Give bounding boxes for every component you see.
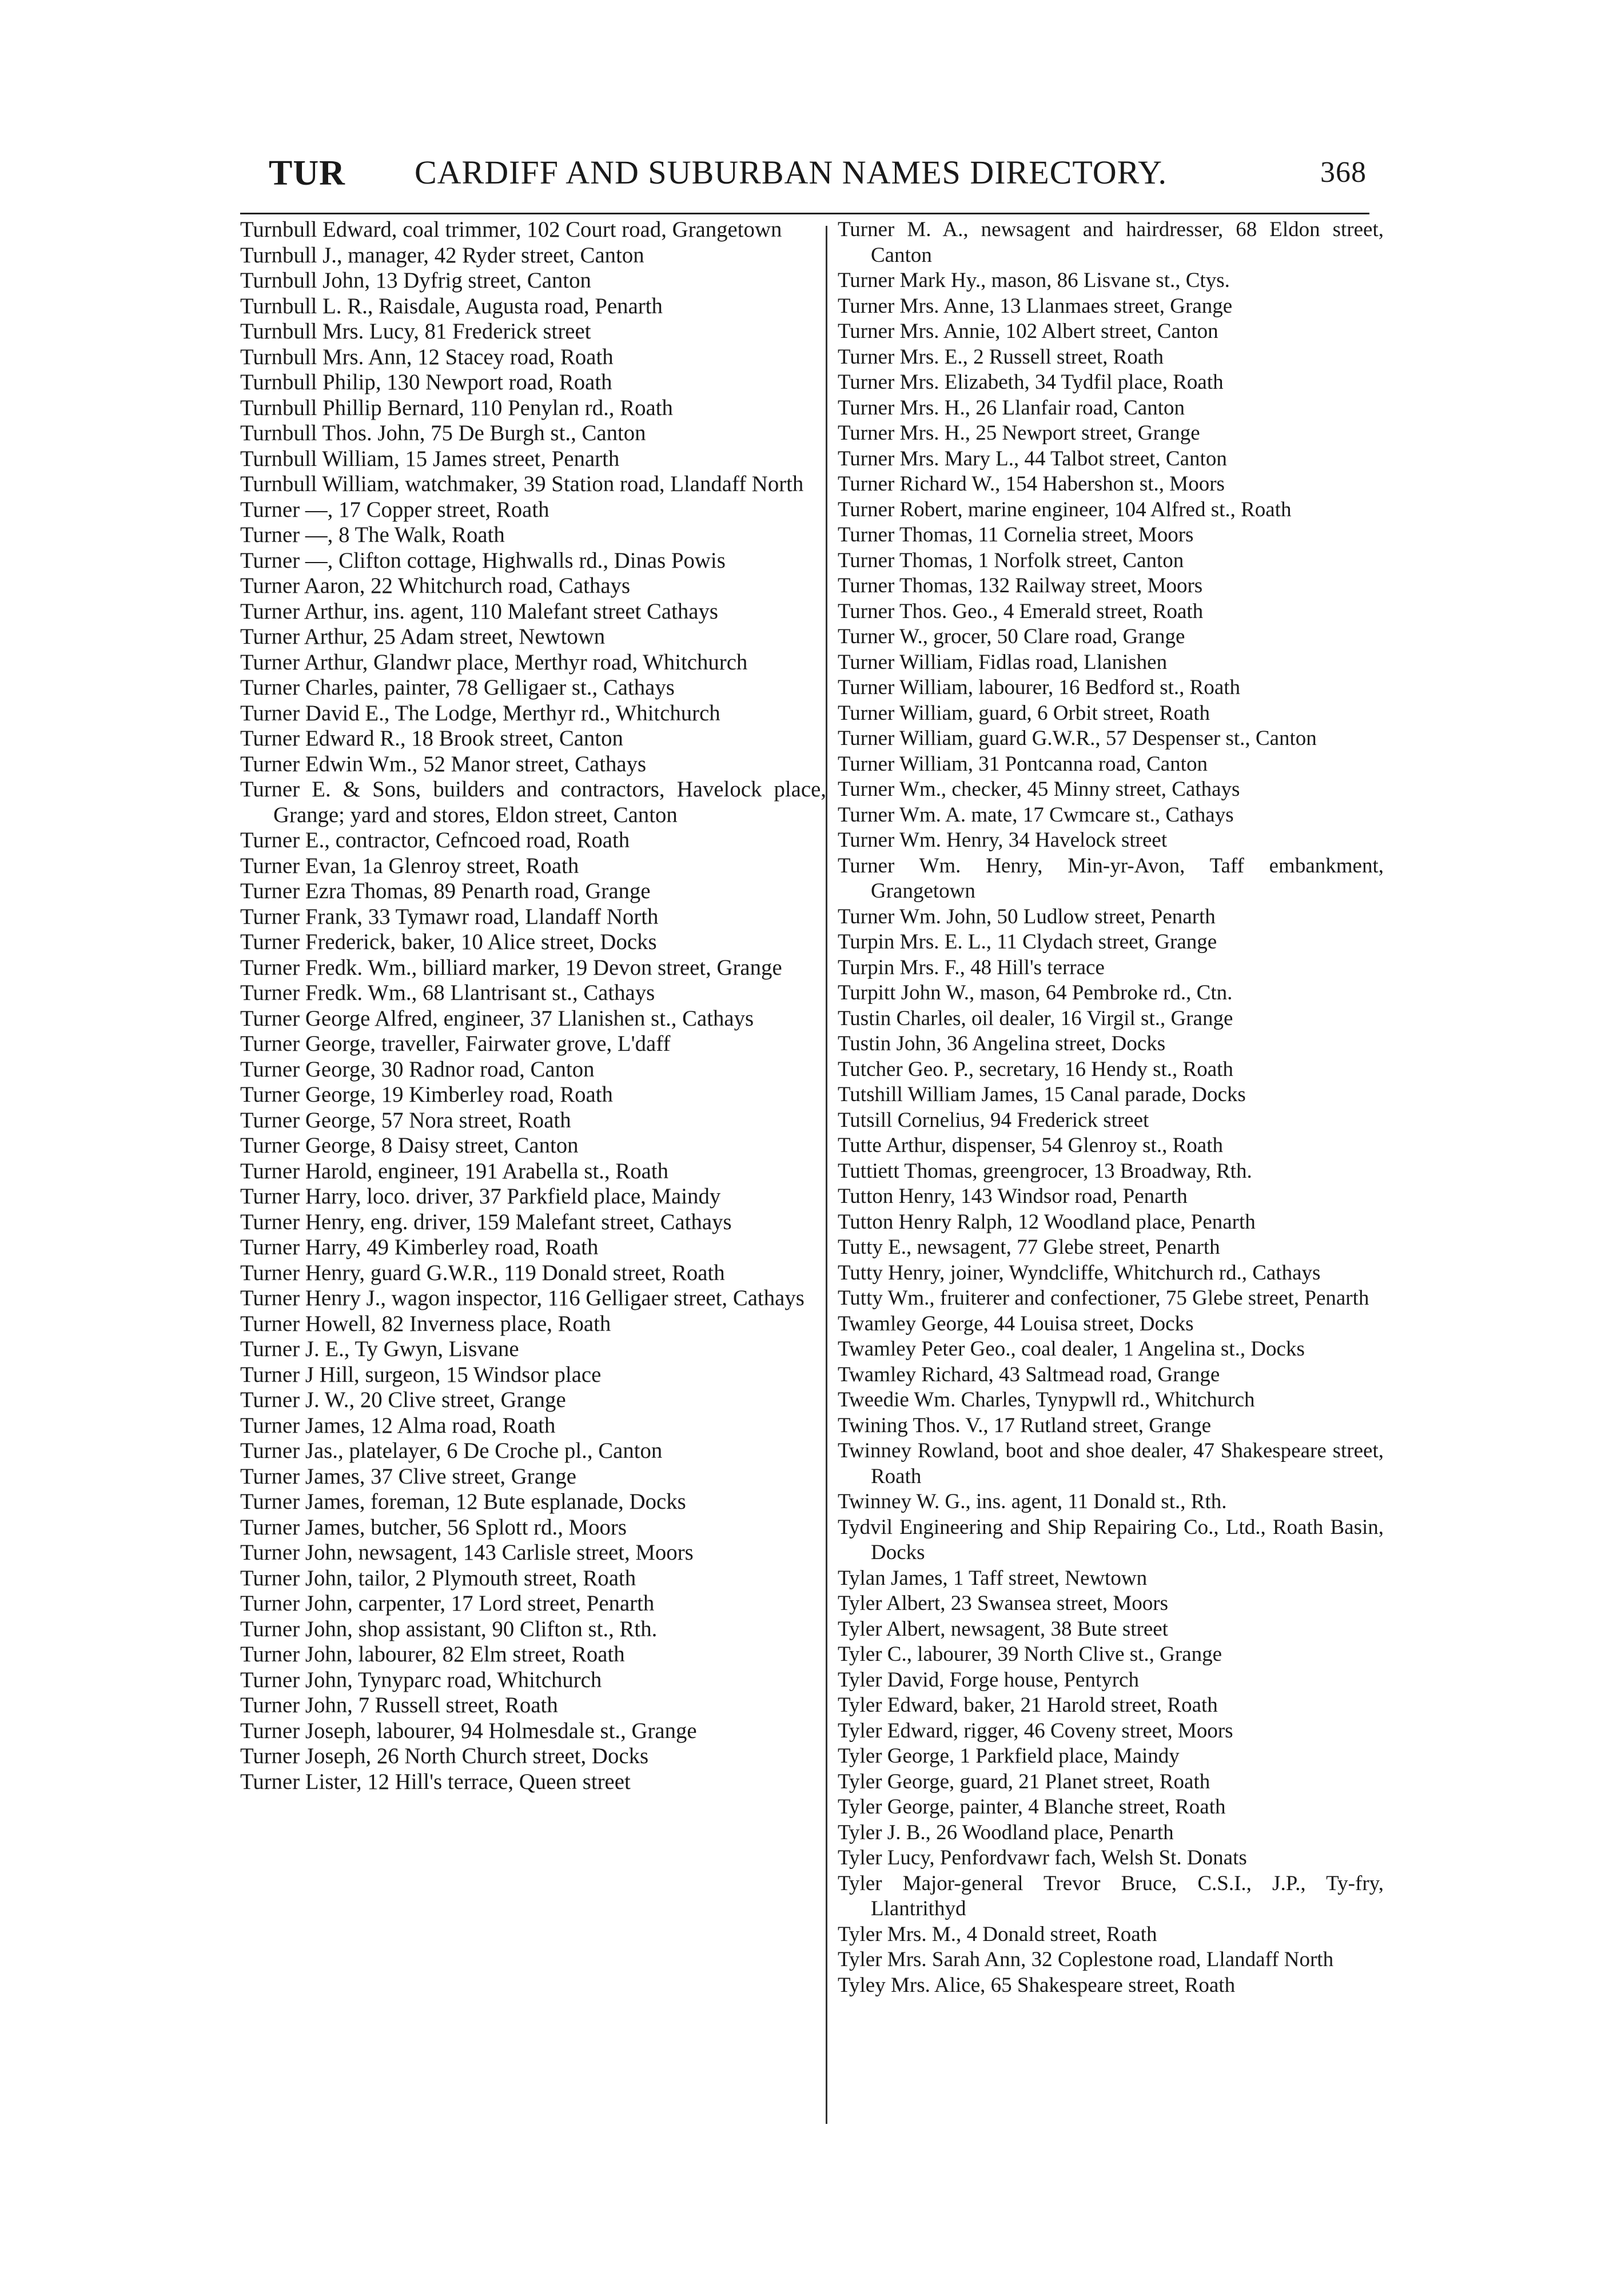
directory-entry: Tyler David, Forge house, Pentyrch bbox=[838, 1668, 1139, 1692]
directory-entry: Turpin Mrs. F., 48 Hill's terrace bbox=[838, 955, 1105, 979]
directory-entry: Tweedie Wm. Charles, Tynypwll rd., Whitchurch bbox=[838, 1388, 1255, 1412]
directory-entry: Turner John, newsagent, 143 Carlisle street, Moors bbox=[240, 1540, 694, 1565]
directory-entry: Turner Aaron, 22 Whitchurch road, Cathays bbox=[240, 573, 631, 598]
directory-entry: Tutty Henry, joiner, Wyndcliffe, Whitchurch rd., Cathays bbox=[838, 1261, 1321, 1285]
page-number: 368 bbox=[1320, 156, 1367, 189]
directory-entry: Turner George, 30 Radnor road, Canton bbox=[240, 1057, 595, 1082]
directory-entry: Turner Evan, 1a Glenroy street, Roath bbox=[240, 853, 579, 878]
directory-entry: Tyler Albert, 23 Swansea street, Moors bbox=[838, 1592, 1168, 1615]
directory-entry: Turnbull Thos. John, 75 De Burgh st., Canton bbox=[240, 421, 646, 445]
directory-entry: Tyler Mrs. M., 4 Donald street, Roath bbox=[838, 1922, 1157, 1946]
directory-entry: Twinney W. G., ins. agent, 11 Donald st., Rth. bbox=[838, 1490, 1227, 1513]
directory-entry: Turner Henry, guard G.W.R., 119 Donald street, Roath bbox=[240, 1260, 725, 1285]
directory-entry: Turner Wm. Henry, 34 Havelock street bbox=[838, 828, 1168, 852]
section-code: TUR bbox=[269, 154, 345, 193]
directory-entry: Turner Howell, 82 Inverness place, Roath bbox=[240, 1311, 611, 1336]
page-title: CARDIFF AND SUBURBAN NAMES DIRECTORY. bbox=[415, 154, 1167, 191]
directory-entry: Turner William, guard, 6 Orbit street, Roath bbox=[838, 701, 1210, 725]
directory-entry: Twinney Rowland, boot and shoe dealer, 47 Shakespeare street, Roath bbox=[838, 1439, 1384, 1488]
directory-entry: Turner Thomas, 11 Cornelia street, Moors bbox=[838, 523, 1194, 547]
directory-entry: Turner John, shop assistant, 90 Clifton st., Rth. bbox=[240, 1616, 658, 1641]
directory-entry: Turner Wm. John, 50 Ludlow street, Penarth bbox=[838, 904, 1216, 928]
directory-entry: Turner —, Clifton cottage, Highwalls rd., Dinas Powis bbox=[240, 548, 726, 573]
directory-entry: Tyler Edward, rigger, 46 Coveny street, Moors bbox=[838, 1719, 1233, 1743]
header-rule bbox=[240, 213, 1369, 214]
directory-entry: Turner Harry, loco. driver, 37 Parkfield place, Maindy bbox=[240, 1184, 721, 1209]
directory-entry: Tutcher Geo. P., secretary, 16 Hendy st., Roath bbox=[838, 1057, 1233, 1081]
directory-entry: Tyler Major-general Trevor Bruce, C.S.I., J.P., Ty-fry, Llantrithyd bbox=[838, 1871, 1384, 1920]
directory-entry: Turnbull J., manager, 42 Ryder street, Canton bbox=[240, 242, 644, 268]
directory-entry: Tyler C., labourer, 39 North Clive st., Grange bbox=[838, 1643, 1222, 1666]
directory-entry: Turner George, 19 Kimberley road, Roath bbox=[240, 1082, 613, 1107]
directory-entry: Turnbull Mrs. Ann, 12 Stacey road, Roath bbox=[240, 344, 614, 369]
directory-entry: Tyler Edward, baker, 21 Harold street, Roath bbox=[838, 1693, 1218, 1717]
directory-entry: Turner Harold, engineer, 191 Arabella st., Roath bbox=[240, 1158, 669, 1183]
directory-entry: Turnbull Phillip Bernard, 110 Penylan rd., Roath bbox=[240, 395, 673, 420]
directory-entry: Turner Mrs. E., 2 Russell street, Roath bbox=[838, 345, 1164, 369]
directory-entry: Turner William, Fidlas road, Llanishen bbox=[838, 650, 1168, 674]
page-header bbox=[269, 153, 1367, 199]
directory-entry: Tuttiett Thomas, greengrocer, 13 Broadway, Rth. bbox=[838, 1159, 1252, 1183]
directory-entry: Twamley Richard, 43 Saltmead road, Grange bbox=[838, 1362, 1220, 1386]
directory-entry: Turner George, traveller, Fairwater grove, L'daff bbox=[240, 1031, 671, 1056]
directory-entry: Turner —, 17 Copper street, Roath bbox=[240, 497, 549, 522]
directory-entry: Tyler Lucy, Penfordvawr fach, Welsh St. Donats bbox=[838, 1846, 1247, 1870]
directory-entry: Turnbull William, watchmaker, 39 Station road, Llandaff North bbox=[240, 472, 804, 496]
directory-entry: Turner John, tailor, 2 Plymouth street, Roath bbox=[240, 1565, 636, 1591]
directory-entry: Turner Arthur, Glandwr place, Merthyr road, Whitchurch bbox=[240, 649, 748, 675]
directory-entry: Turner Frank, 33 Tymawr road, Llandaff North bbox=[240, 904, 659, 929]
directory-entry: Turner Fredk. Wm., 68 Llantrisant st., Cathays bbox=[240, 980, 655, 1005]
directory-entry: Turner Thomas, 132 Railway street, Moors bbox=[838, 574, 1203, 597]
directory-entry: Tutsill Cornelius, 94 Frederick street bbox=[838, 1108, 1149, 1132]
right-column bbox=[838, 217, 1384, 1998]
directory-entry: Turner Thomas, 1 Norfolk street, Canton bbox=[838, 548, 1184, 572]
directory-entry: Tustin Charles, oil dealer, 16 Virgil st., Grange bbox=[838, 1006, 1233, 1030]
directory-entry: Turner Wm. Henry, Min-yr-Avon, Taff embankment, Grangetown bbox=[838, 854, 1384, 903]
directory-entry: Tyley Mrs. Alice, 65 Shakespeare street, Roath bbox=[838, 1973, 1236, 1997]
directory-entry: Turner Mrs. Elizabeth, 34 Tydfil place, Roath bbox=[838, 370, 1224, 394]
directory-entry: Turner Edward R., 18 Brook street, Canton bbox=[240, 726, 623, 751]
directory-entry: Turner James, butcher, 56 Splott rd., Moors bbox=[240, 1514, 627, 1540]
directory-entry: Turner John, labourer, 82 Elm street, Roath bbox=[240, 1642, 625, 1667]
directory-entry: Turner George, 57 Nora street, Roath bbox=[240, 1107, 571, 1133]
directory-entry: Tyler George, painter, 4 Blanche street, Roath bbox=[838, 1795, 1226, 1819]
directory-entry: Turner —, 8 The Walk, Roath bbox=[240, 523, 505, 547]
directory-entry: Tutty E., newsagent, 77 Glebe street, Penarth bbox=[838, 1235, 1220, 1259]
directory-entry: Turner Mark Hy., mason, 86 Lisvane st., Ctys. bbox=[838, 269, 1230, 292]
directory-entry: Turner James, 37 Clive street, Grange bbox=[240, 1464, 576, 1489]
directory-entry: Turner Wm., checker, 45 Minny street, Cathays bbox=[838, 778, 1240, 801]
directory-entry: Turner James, foreman, 12 Bute esplanade, Docks bbox=[240, 1489, 686, 1514]
directory-entry: Tyler Albert, newsagent, 38 Bute street bbox=[838, 1617, 1168, 1641]
directory-entry: Turner Joseph, 26 North Church street, Docks bbox=[240, 1744, 649, 1768]
directory-entry: Turner Mrs. H., 26 Llanfair road, Canton bbox=[838, 396, 1185, 420]
directory-entry: Turner Ezra Thomas, 89 Penarth road, Grange bbox=[240, 879, 651, 903]
directory-entry: Tutte Arthur, dispenser, 54 Glenroy st., Roath bbox=[838, 1134, 1223, 1157]
directory-entry: Turner Mrs. H., 25 Newport street, Grange bbox=[838, 421, 1200, 445]
directory-entry: Turner George Alfred, engineer, 37 Llanishen st., Cathays bbox=[240, 1006, 754, 1031]
directory-entry: Turner Frederick, baker, 10 Alice street, Docks bbox=[240, 930, 657, 954]
directory-entry: Turner Mrs. Mary L., 44 Talbot street, Canton bbox=[838, 447, 1227, 471]
directory-entry: Turnbull William, 15 James street, Penarth bbox=[240, 446, 620, 471]
directory-entry: Turner Lister, 12 Hill's terrace, Queen street bbox=[240, 1769, 631, 1794]
directory-entry: Tyler Mrs. Sarah Ann, 32 Coplestone road, Llandaff North bbox=[838, 1948, 1334, 1971]
directory-entry: Tutton Henry Ralph, 12 Woodland place, Penarth bbox=[838, 1210, 1256, 1234]
directory-entry: Tutty Wm., fruiterer and confectioner, 75 Glebe street, Penarth bbox=[838, 1286, 1369, 1310]
directory-entry: Turner Arthur, 25 Adam street, Newtown bbox=[240, 624, 606, 649]
directory-entry: Turner David E., The Lodge, Merthyr rd., Whitchurch bbox=[240, 700, 720, 726]
directory-entry: Turner W., grocer, 50 Clare road, Grange bbox=[838, 625, 1185, 648]
directory-entry: Twining Thos. V., 17 Rutland street, Grange bbox=[838, 1413, 1212, 1437]
directory-entry: Turpin Mrs. E. L., 11 Clydach street, Grange bbox=[838, 930, 1217, 954]
directory-entry: Turner Edwin Wm., 52 Manor street, Cathays bbox=[240, 751, 647, 776]
directory-entry: Turner Mrs. Annie, 102 Albert street, Canton bbox=[838, 320, 1218, 343]
directory-entry: Tustin John, 36 Angelina street, Docks bbox=[838, 1032, 1166, 1055]
directory-entry: Turner John, 7 Russell street, Roath bbox=[240, 1693, 558, 1717]
directory-entry: Tutton Henry, 143 Windsor road, Penarth bbox=[838, 1185, 1188, 1208]
directory-entry: Turner John, carpenter, 17 Lord street, Penarth bbox=[240, 1591, 655, 1616]
directory-entry: Tylan James, 1 Taff street, Newtown bbox=[838, 1566, 1148, 1590]
directory-entry: Tutshill William James, 15 Canal parade, Docks bbox=[838, 1083, 1246, 1106]
directory-entry: Turner Henry J., wagon inspector, 116 Gelligaer street, Cathays bbox=[240, 1286, 804, 1310]
directory-entry: Turner Robert, marine engineer, 104 Alfred st., Roath bbox=[838, 497, 1292, 521]
directory-entry: Tydvil Engineering and Ship Repairing Co., Ltd., Roath Basin, Docks bbox=[838, 1515, 1384, 1564]
directory-entry: Turner J. E., Ty Gwyn, Lisvane bbox=[240, 1337, 519, 1361]
directory-entry: Turner Harry, 49 Kimberley road, Roath bbox=[240, 1235, 599, 1259]
directory-entry: Turner John, Tynyparc road, Whitchurch bbox=[240, 1667, 602, 1692]
directory-entry: Turner Mrs. Anne, 13 Llanmaes street, Grange bbox=[838, 294, 1233, 318]
directory-entry: Turner E., contractor, Cefncoed road, Roath bbox=[240, 828, 630, 852]
directory-entry: Turpitt John W., mason, 64 Pembroke rd., Ctn. bbox=[838, 981, 1233, 1005]
directory-entry: Turner Fredk. Wm., billiard marker, 19 Devon street, Grange bbox=[240, 955, 782, 980]
directory-entry: Turner Henry, eng. driver, 159 Malefant street, Cathays bbox=[240, 1209, 732, 1234]
directory-entry: Turnbull L. R., Raisdale, Augusta road, Penarth bbox=[240, 293, 663, 318]
directory-entry: Turnbull Edward, coal trimmer, 102 Court road, Grangetown bbox=[240, 217, 782, 242]
directory-entry: Turnbull Philip, 130 Newport road, Roath bbox=[240, 370, 612, 394]
directory-entry: Turnbull Mrs. Lucy, 81 Frederick street bbox=[240, 319, 591, 344]
directory-entry: Tyler George, guard, 21 Planet street, Roath bbox=[838, 1769, 1210, 1793]
directory-entry: Turner Charles, painter, 78 Gelligaer st., Cathays bbox=[240, 675, 675, 700]
directory-entry: Turner Thos. Geo., 4 Emerald street, Roath bbox=[838, 599, 1204, 623]
directory-entry: Turner Arthur, ins. agent, 110 Malefant street Cathays bbox=[240, 599, 719, 624]
directory-entry: Turnbull John, 13 Dyfrig street, Canton bbox=[240, 268, 591, 293]
directory-entry: Turner J. W., 20 Clive street, Grange bbox=[240, 1388, 566, 1412]
directory-entry: Turner M. A., newsagent and hairdresser, 68 Eldon street, Canton bbox=[838, 218, 1384, 267]
directory-entry: Turner James, 12 Alma road, Roath bbox=[240, 1413, 556, 1438]
directory-entry: Twamley Peter Geo., coal dealer, 1 Angelina st., Docks bbox=[838, 1337, 1305, 1361]
directory-entry: Turner William, labourer, 16 Bedford st., Roath bbox=[838, 676, 1241, 699]
directory-entry: Turner E. & Sons, builders and contractors, Havelock place, Grange; yard and stores, Eldon street, Canton bbox=[240, 777, 826, 827]
directory-entry: Turner J Hill, surgeon, 15 Windsor place bbox=[240, 1362, 602, 1387]
directory-entry: Twamley George, 44 Louisa street, Docks bbox=[838, 1312, 1194, 1336]
directory-entry: Turner George, 8 Daisy street, Canton bbox=[240, 1133, 579, 1158]
directory-entry: Turner Jas., platelayer, 6 De Croche pl., Canton bbox=[240, 1438, 663, 1463]
directory-entry: Turner Wm. A. mate, 17 Cwmcare st., Cathays bbox=[838, 803, 1234, 827]
directory-entry: Turner William, guard G.W.R., 57 Despenser st., Canton bbox=[838, 727, 1317, 750]
directory-entry: Turner Joseph, labourer, 94 Holmesdale st., Grange bbox=[240, 1718, 697, 1743]
directory-entry: Tyler J. B., 26 Woodland place, Penarth bbox=[838, 1820, 1174, 1844]
left-column bbox=[240, 217, 826, 1795]
directory-entry: Turner Richard W., 154 Habershon st., Moors bbox=[838, 472, 1225, 496]
directory-entry: Tyler George, 1 Parkfield place, Maindy bbox=[838, 1744, 1180, 1768]
directory-entry: Turner William, 31 Pontcanna road, Canton bbox=[838, 752, 1208, 776]
